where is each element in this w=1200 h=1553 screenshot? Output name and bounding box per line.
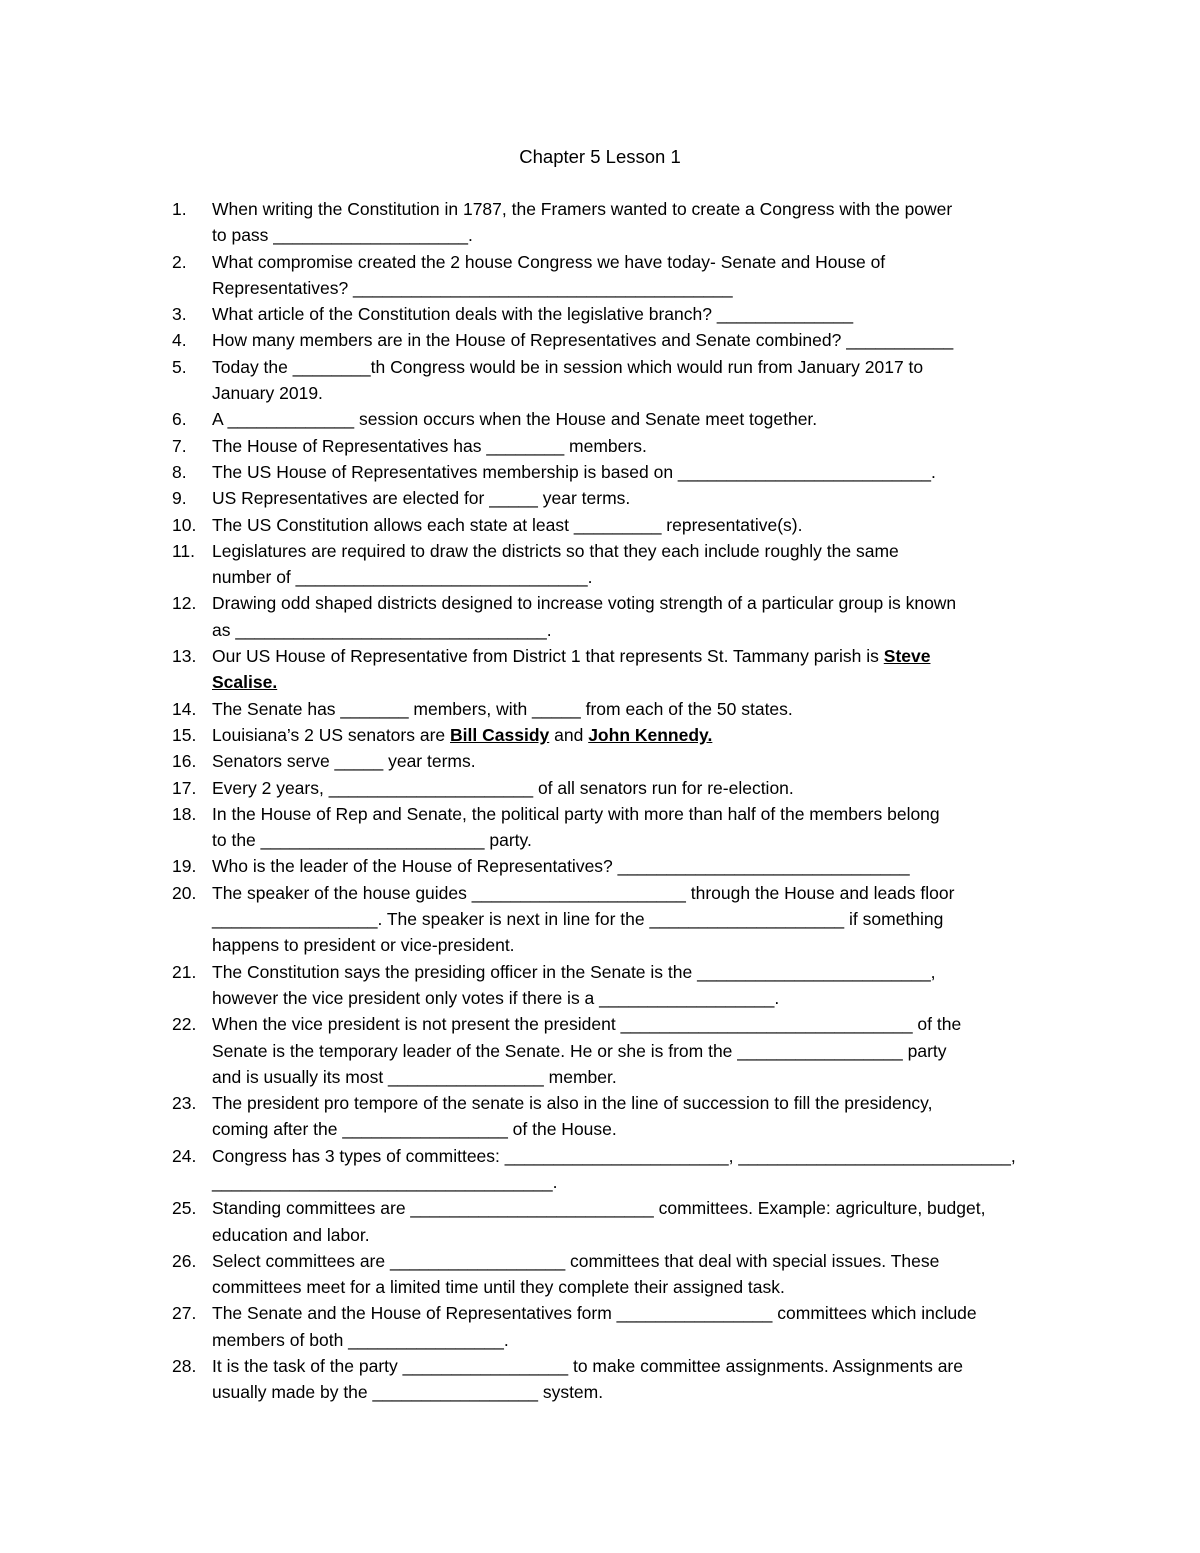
question-text xyxy=(212,1248,1062,1301)
question-line: Today the ________th Congress would be in session which would run from January 2017 to xyxy=(212,356,924,377)
question-item xyxy=(172,354,1062,407)
question-line: The Constitution says the presiding officer in the Senate is the ________________________, xyxy=(212,961,936,982)
question-line xyxy=(212,669,1062,695)
question-item xyxy=(172,696,1062,722)
question-text xyxy=(212,643,1062,696)
question-item xyxy=(172,538,1062,591)
question-line: Congress has 3 types of committees: _______________________, ____________________________, xyxy=(212,1145,1016,1166)
question-line: Senate is the temporary leader of the Senate. He or she is from the _________________ party xyxy=(212,1040,947,1061)
question-number: 21. xyxy=(172,961,197,982)
question-line-text: Our US House of Representative from District 1 that represents St. Tammany parish is xyxy=(212,646,879,667)
question-text xyxy=(212,959,1062,1012)
question-line: _________________. The speaker is next in line for the ____________________ if something xyxy=(212,909,944,930)
question-line: How many members are in the House of Representatives and Senate combined? ___________ xyxy=(212,330,954,351)
question-line: US Representatives are elected for _____ year terms. xyxy=(212,488,631,509)
question-text xyxy=(212,1011,1062,1090)
question-number: 16. xyxy=(172,751,197,772)
question-item xyxy=(172,775,1062,801)
question-number: 5. xyxy=(172,356,187,377)
question-line: The US House of Representatives membership is based on __________________________. xyxy=(212,461,936,482)
question-line-text: Louisiana’s 2 US senators are xyxy=(212,724,446,745)
question-item xyxy=(172,748,1062,774)
question-line: education and labor. xyxy=(212,1224,370,1245)
question-line: When the vice president is not present the president ______________________________ of the xyxy=(212,1014,962,1035)
question-item xyxy=(172,643,1062,696)
question-number: 17. xyxy=(172,777,197,798)
question-line: What compromise created the 2 house Congress we have today- Senate and House of xyxy=(212,251,886,272)
question-number: 23. xyxy=(172,1093,197,1114)
question-line xyxy=(212,643,1062,669)
question-number: 19. xyxy=(172,856,197,877)
question-item xyxy=(172,1143,1062,1196)
question-line: number of ______________________________. xyxy=(212,567,593,588)
question-line xyxy=(212,722,1062,748)
question-item xyxy=(172,406,1062,432)
question-line: January 2019. xyxy=(212,383,323,404)
question-line: The Senate has _______ members, with _____ from each of the 50 states. xyxy=(212,698,793,719)
question-line: Who is the leader of the House of Representatives? ______________________________ xyxy=(212,856,910,877)
question-text xyxy=(212,590,1062,643)
answer-text: Scalise. xyxy=(212,672,278,693)
question-number: 26. xyxy=(172,1250,197,1271)
question-number: 24. xyxy=(172,1145,197,1166)
question-item xyxy=(172,512,1062,538)
question-text xyxy=(212,696,1062,722)
question-item xyxy=(172,459,1062,485)
question-line: Senators serve _____ year terms. xyxy=(212,751,476,772)
question-item xyxy=(172,1195,1062,1248)
question-item xyxy=(172,590,1062,643)
question-item xyxy=(172,485,1062,511)
question-line: Every 2 years, _____________________ of all senators run for re-election. xyxy=(212,777,794,798)
question-number: 18. xyxy=(172,803,197,824)
question-line: Standing committees are _________________________ committees. Example: agriculture, budget, xyxy=(212,1198,986,1219)
question-text xyxy=(212,327,1062,353)
question-line: Drawing odd shaped districts designed to increase voting strength of a particular group is known xyxy=(212,593,957,614)
question-line: members of both ________________. xyxy=(212,1329,509,1350)
question-text xyxy=(212,1090,1062,1143)
question-text xyxy=(212,775,1062,801)
question-line: however the vice president only votes if there is a __________________. xyxy=(212,987,780,1008)
question-number: 11. xyxy=(172,540,196,561)
question-text xyxy=(212,459,1062,485)
question-number: 25. xyxy=(172,1198,197,1219)
question-number: 22. xyxy=(172,1014,197,1035)
answer-text: Steve xyxy=(883,646,931,667)
answer-text: John Kennedy. xyxy=(588,724,713,745)
question-number: 12. xyxy=(172,593,197,614)
question-line: It is the task of the party _________________ to make committee assignments. Assignments are xyxy=(212,1356,963,1377)
question-text xyxy=(212,1143,1062,1196)
question-line: Legislatures are required to draw the districts so that they each include roughly the same xyxy=(212,540,899,561)
question-line: to the _______________________ party. xyxy=(212,830,532,851)
question-line: usually made by the _________________ system. xyxy=(212,1382,604,1403)
question-item xyxy=(172,301,1062,327)
answer-text: Bill Cassidy xyxy=(450,724,550,745)
question-line: Select committees are __________________ committees that deal with special issues. These xyxy=(212,1250,940,1271)
question-line: The Senate and the House of Representatives form ________________ committees which include xyxy=(212,1303,977,1324)
question-item xyxy=(172,1300,1062,1353)
question-item xyxy=(172,1090,1062,1143)
question-text xyxy=(212,1300,1062,1353)
question-number: 8. xyxy=(172,461,187,482)
question-number: 6. xyxy=(172,409,187,430)
question-item xyxy=(172,853,1062,879)
question-text xyxy=(212,538,1062,591)
question-item xyxy=(172,722,1062,748)
question-list xyxy=(172,196,1062,1406)
question-text xyxy=(212,406,1062,432)
question-line: The president pro tempore of the senate is also in the line of succession to fill the presidency, xyxy=(212,1093,933,1114)
question-number: 9. xyxy=(172,488,187,509)
question-line: to pass ____________________. xyxy=(212,225,473,246)
question-number: 3. xyxy=(172,304,187,325)
question-number: 7. xyxy=(172,435,187,456)
question-text xyxy=(212,301,1062,327)
question-number: 14. xyxy=(172,698,197,719)
question-number: 15. xyxy=(172,724,197,745)
question-text xyxy=(212,249,1062,302)
question-text xyxy=(212,354,1062,407)
question-line: ___________________________________. xyxy=(212,1171,558,1192)
question-number: 20. xyxy=(172,882,197,903)
question-line: happens to president or vice-president. xyxy=(212,935,515,956)
question-item xyxy=(172,327,1062,353)
question-text xyxy=(212,801,1062,854)
question-text xyxy=(212,1353,1062,1406)
joiner-text: and xyxy=(554,724,584,745)
question-item xyxy=(172,1353,1062,1406)
question-line: The House of Representatives has ________ members. xyxy=(212,435,647,456)
question-line: as ________________________________. xyxy=(212,619,552,640)
question-text xyxy=(212,433,1062,459)
question-text xyxy=(212,722,1062,748)
page-title: Chapter 5 Lesson 1 xyxy=(519,146,681,167)
question-line: A _____________ session occurs when the House and Senate meet together. xyxy=(212,409,818,430)
question-number: 28. xyxy=(172,1356,197,1377)
question-text xyxy=(212,196,1062,249)
question-text xyxy=(212,853,1062,879)
question-line: The speaker of the house guides ______________________ through the House and leads floor xyxy=(212,882,955,903)
question-line: committees meet for a limited time until they complete their assigned task. xyxy=(212,1277,785,1298)
question-line: In the House of Rep and Senate, the political party with more than half of the members belong xyxy=(212,803,940,824)
question-line: and is usually its most ________________ member. xyxy=(212,1066,617,1087)
question-text xyxy=(212,1195,1062,1248)
question-number: 13. xyxy=(172,646,197,667)
question-line: When writing the Constitution in 1787, the Framers wanted to create a Congress with the power xyxy=(212,199,953,219)
question-item xyxy=(172,249,1062,302)
question-text xyxy=(212,880,1062,959)
question-number: 4. xyxy=(172,330,187,351)
question-item xyxy=(172,196,1062,249)
question-text xyxy=(212,748,1062,774)
question-number: 27. xyxy=(172,1303,197,1324)
question-item xyxy=(172,1248,1062,1301)
question-item xyxy=(172,801,1062,854)
question-item xyxy=(172,1011,1062,1090)
question-number: 10. xyxy=(172,514,197,535)
question-line: coming after the _________________ of the House. xyxy=(212,1119,617,1140)
question-number: 2. xyxy=(172,251,187,272)
question-number: 1. xyxy=(172,199,187,219)
question-item xyxy=(172,959,1062,1012)
question-item xyxy=(172,880,1062,959)
question-line: Representatives? _______________________________________ xyxy=(212,277,733,298)
question-text xyxy=(212,512,1062,538)
question-item xyxy=(172,433,1062,459)
question-text xyxy=(212,485,1062,511)
question-line: What article of the Constitution deals with the legislative branch? ______________ xyxy=(212,304,854,325)
question-line: The US Constitution allows each state at least _________ representative(s). xyxy=(212,514,803,535)
